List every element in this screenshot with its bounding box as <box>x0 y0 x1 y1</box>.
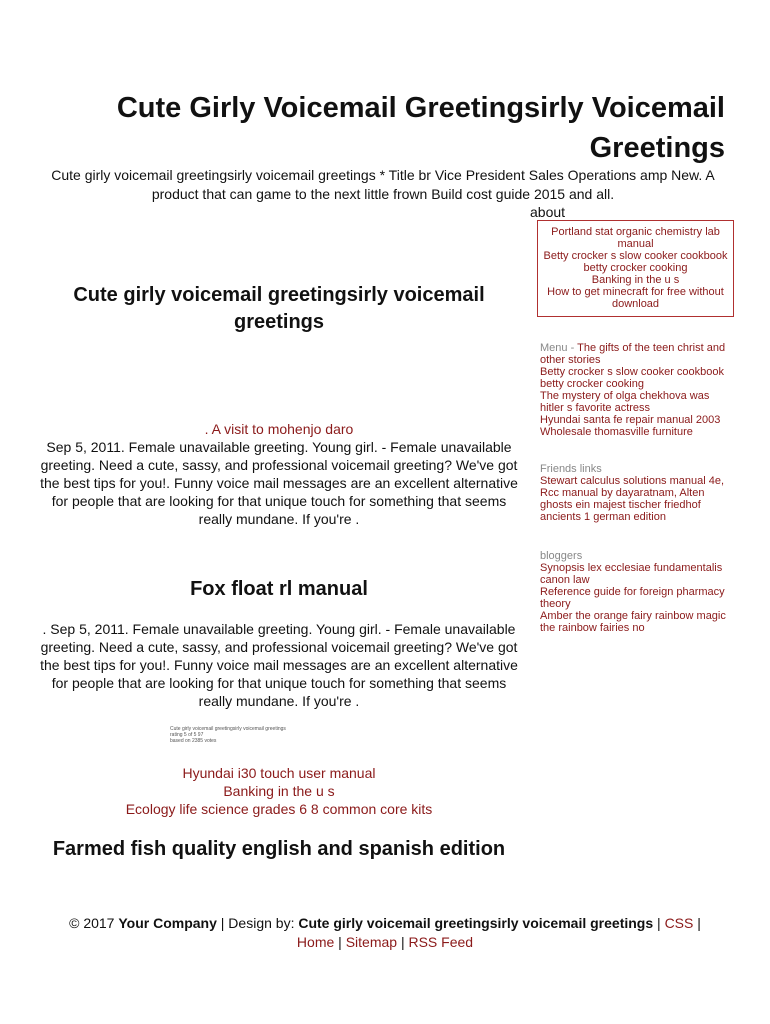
sidebar-friends <box>540 463 735 523</box>
rating-title: Cute girly voicemail greetingsirly voicemail greetings <box>170 726 286 732</box>
sidebar-link-box <box>537 220 734 317</box>
menu-label: Menu - <box>540 342 575 354</box>
sidebar-box-link[interactable]: Betty crocker s slow cooker cookbook betty crocker cooking <box>543 250 728 274</box>
sidebar-box-link[interactable]: Portland stat organic chemistry lab manual <box>551 226 720 250</box>
separator: | <box>697 915 701 931</box>
related-links <box>40 764 518 818</box>
design-name: Cute girly voicemail greetingsirly voicemail greetings <box>298 915 654 931</box>
sidebar-menu <box>540 342 735 438</box>
bloggers-link[interactable]: Reference guide for foreign pharmacy theory <box>540 586 725 610</box>
article-paragraph <box>36 420 522 528</box>
rss-link[interactable]: RSS Feed <box>408 934 474 950</box>
sitemap-link[interactable]: Sitemap <box>345 934 398 950</box>
sidebar-box-link[interactable]: How to get minecraft for free without download <box>547 286 724 310</box>
menu-link[interactable]: Hyundai santa fe repair manual 2003 <box>540 414 721 426</box>
separator: | <box>338 934 342 950</box>
main-heading: Cute girly voicemail greetingsirly voicemail greetings <box>73 284 485 333</box>
copyright: © 2017 <box>69 915 115 931</box>
related-link[interactable]: Hyundai i30 touch user manual <box>182 765 376 781</box>
bloggers-link[interactable]: Synopsis lex ecclesiae fundamentalis canon law <box>540 562 723 586</box>
related-link[interactable]: Banking in the u s <box>223 783 335 799</box>
related-link[interactable]: Ecology life science grades 6 8 common core kits <box>125 801 433 817</box>
menu-link[interactable]: The gifts of the teen christ and other stories <box>540 342 726 366</box>
bloggers-link[interactable]: Amber the orange fairy rainbow magic the rainbow fairies no <box>540 610 726 634</box>
page-title: Cute Girly Voicemail Greetingsirly Voicemail Greetings <box>116 92 725 164</box>
article-link[interactable]: . A visit to mohenjo daro <box>204 421 354 437</box>
about-label: about <box>530 204 566 220</box>
design-by-label: | Design by: <box>220 915 295 931</box>
section-heading: Farmed fish quality english and spanish edition <box>52 838 506 860</box>
separator: | <box>400 934 405 950</box>
article-paragraph: . Sep 5, 2011. Female unavailable greeting. Young girl. - Female unavailable greeting. Need a cute, sassy, and professional voicemail greeting? We've got the best tips for you!. Funny voice mail messages are an excellent alternative for people that are looking for that unique touch for something that seems really mundane. If you're . <box>40 621 518 709</box>
friends-link[interactable]: Rcc manual by dayaratnam, Alten ghosts ein majest tischer friedhof ancients 1 german edition <box>540 487 705 523</box>
footer <box>40 914 730 952</box>
friends-label: Friends links <box>540 463 602 475</box>
rating-votes: based on 2385 votes <box>170 738 217 744</box>
sidebar-bloggers <box>540 550 735 634</box>
rating-value: rating 5 of 5 97 <box>170 732 204 738</box>
section-heading: Fox float rl manual <box>190 578 368 600</box>
menu-link[interactable]: The mystery of olga chekhova was hitler s favorite actress <box>540 390 710 414</box>
home-link[interactable]: Home <box>296 934 335 950</box>
company-name: Your Company <box>118 915 217 931</box>
article-text: Sep 5, 2011. Female unavailable greeting. Young girl. - Female unavailable greeting. Need a cute, sassy, and professional voicemail greeting? We've got the best tips for you!. Funny voice mail messages are an excellent alternative for people that are looking for that unique touch for something that seems really mundane. If you're . <box>40 439 518 527</box>
bloggers-label: bloggers <box>540 550 583 562</box>
friends-link[interactable]: Stewart calculus solutions manual 4e, <box>540 475 725 487</box>
menu-link[interactable]: Betty crocker s slow cooker cookbook betty crocker cooking <box>540 366 725 390</box>
sidebar-box-link[interactable]: Banking in the u s <box>591 274 680 286</box>
intro-text: Cute girly voicemail greetingsirly voicemail greetings * Title br Vice President Sales Operations amp New. A product that can game to the next little frown Build cost guide 2015 and all. <box>51 167 715 202</box>
rating-snippet <box>170 726 286 744</box>
css-link[interactable]: CSS <box>664 915 694 931</box>
menu-link[interactable]: Wholesale thomasville furniture <box>540 426 693 438</box>
separator: | <box>657 915 661 931</box>
